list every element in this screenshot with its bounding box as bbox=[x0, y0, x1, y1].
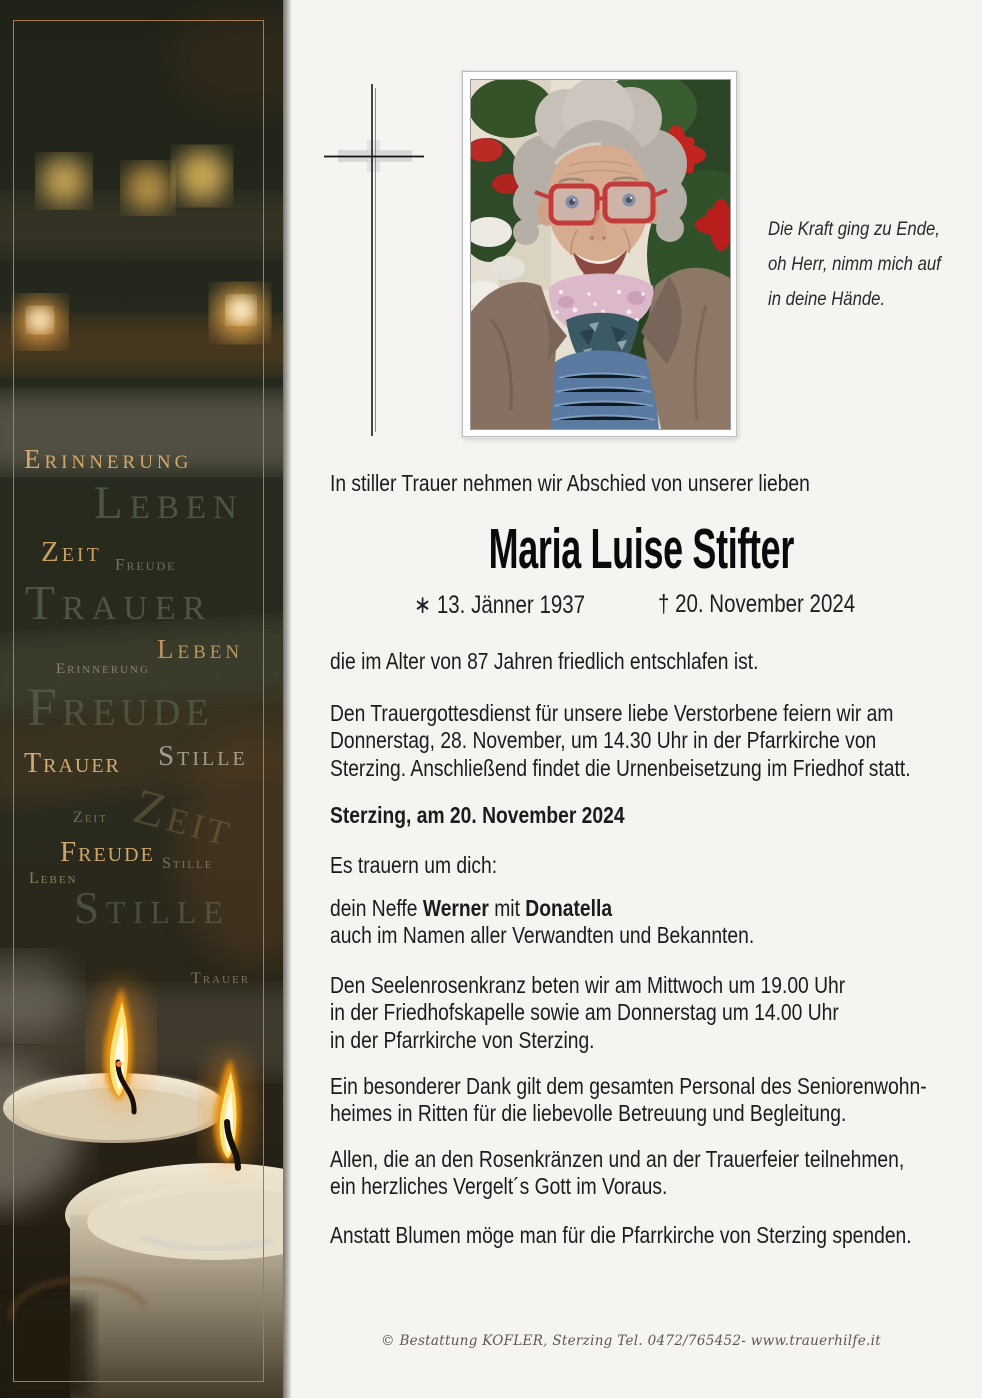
memorial-word: Trauer bbox=[25, 575, 213, 630]
mourner-name: Donatella bbox=[525, 895, 613, 921]
rosary-line: in der Friedhofskapelle sowie am Donnerstag um 14.00 Uhr bbox=[330, 999, 839, 1026]
rosary-line: Den Seelenrosenkranz beten wir am Mittwoch um 19.00 Uhr bbox=[330, 972, 846, 998]
memorial-word: Stille bbox=[74, 883, 230, 933]
thanks-paragraph bbox=[330, 1073, 982, 1128]
birth-date: ∗ 13. Jänner 1937 bbox=[414, 591, 586, 619]
age-line: die im Alter von 87 Jahren friedlich entschlafen ist. bbox=[330, 648, 759, 674]
attendance-paragraph bbox=[330, 1146, 982, 1201]
memorial-word: Erinnerung bbox=[56, 661, 150, 677]
mourners-line: auch im Namen aller Verwandten und Bekannten. bbox=[330, 922, 755, 949]
deceased-name bbox=[330, 516, 952, 582]
memorial-word: Freude bbox=[60, 836, 155, 868]
intro-line: In stiller Trauer nehmen wir Abschied von unserer lieben bbox=[330, 470, 810, 496]
word-cloud bbox=[0, 0, 287, 1398]
rosary-line: in der Pfarrkirche von Sterzing. bbox=[330, 1026, 595, 1053]
memorial-word: Freude bbox=[115, 555, 177, 574]
donation-line: Anstatt Blumen möge man für die Pfarrkirche von Sterzing spenden. bbox=[330, 1222, 912, 1248]
mourners-line: dein Neffe Werner mit Donatella bbox=[330, 895, 613, 921]
candle-sidebar bbox=[0, 0, 287, 1398]
thanks-line: Ein besonderer Dank gilt dem gesamten Personal des Seniorenwohn- bbox=[330, 1073, 927, 1099]
memorial-word: Stille bbox=[162, 855, 214, 872]
memorial-word: Leben bbox=[94, 477, 244, 529]
cross-icon bbox=[318, 80, 430, 446]
memorial-quote bbox=[768, 212, 968, 317]
memorial-word: Zeit bbox=[73, 809, 108, 826]
memorial-word: Zeit bbox=[41, 536, 102, 568]
memorial-word: Stille bbox=[158, 740, 248, 772]
portrait-art bbox=[470, 79, 731, 430]
mourning-header: Es trauern um dich: bbox=[330, 852, 498, 878]
service-paragraph bbox=[330, 700, 982, 782]
memorial-word: Erinnerung bbox=[24, 444, 193, 474]
memorial-word: Freude bbox=[27, 677, 214, 737]
service-line: Donnerstag, 28. November, um 14.30 Uhr in der Pfarrkirche von bbox=[330, 727, 877, 754]
mourners-paragraph bbox=[330, 895, 847, 950]
funeral-home-footer: © Bestattung KOFLER, Sterzing Tel. 0472/765452- www.trauerhilfe.it bbox=[381, 1333, 881, 1349]
quote-line: oh Herr, nimm mich auf bbox=[768, 254, 941, 275]
attendance-line: ein herzliches Vergelt´s Gott im Voraus. bbox=[330, 1173, 668, 1200]
attendance-line: Allen, die an den Rosenkränzen und an der Trauerfeier teilnehmen, bbox=[330, 1146, 905, 1172]
memorial-word: Zeit bbox=[128, 777, 241, 858]
sidebar-scan-edge bbox=[283, 0, 292, 1398]
memorial-word: Leben bbox=[29, 870, 78, 887]
deceased-name-text: Maria Luise Stifter bbox=[488, 517, 794, 581]
mourner-name: Werner bbox=[422, 895, 489, 921]
service-line: Den Trauergottesdienst für unsere liebe Verstorbene feiern wir am bbox=[330, 700, 894, 726]
thanks-line: heimes in Ritten für die liebevolle Betreuung und Begleitung. bbox=[330, 1100, 847, 1127]
memorial-word: Trauer bbox=[24, 748, 121, 779]
rosary-paragraph bbox=[330, 972, 958, 1054]
portrait-photo bbox=[462, 71, 737, 437]
death-date: † 20. November 2024 bbox=[658, 590, 856, 618]
memorial-word: Trauer bbox=[191, 970, 251, 987]
quote-line: Die Kraft ging zu Ende, bbox=[768, 219, 940, 240]
place-dateline: Sterzing, am 20. November 2024 bbox=[330, 802, 625, 828]
life-dates bbox=[330, 590, 952, 620]
memorial-word: Leben bbox=[157, 634, 244, 664]
quote-line: in deine Hände. bbox=[768, 289, 886, 310]
service-line: Sterzing. Anschließend findet die Urnenbeisetzung im Friedhof statt. bbox=[330, 754, 911, 781]
